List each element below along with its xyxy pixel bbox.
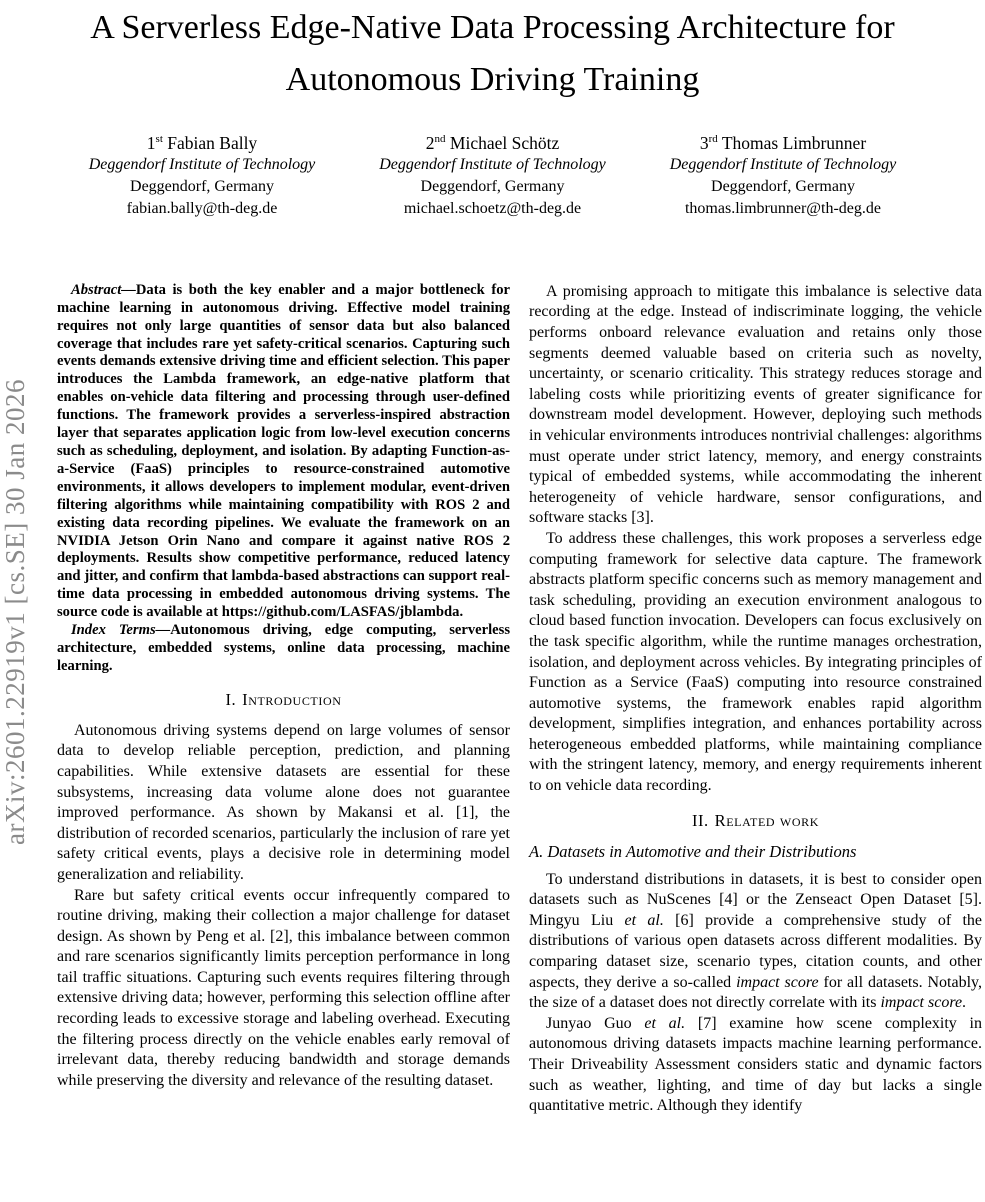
intro-paragraph-4: To address these challenges, this work proposes a serverless edge computing framework for selective data capture. The framework abstracts platform specific concerns such as memory management and task scheduling, providing an execution environment analogous to cloud based function invocation. Developers can focus exclusively on the task specific algorithm, while the runtime manages orchestration, isolation, and deployment across vehicles. By integrating principles of Function as a Service (FaaS) computing into resource constrained automotive systems, the framework enables rapid algorithm development, simplifies integration, and enhances portability across heterogeneous embedded platforms, while maintaining compliance with the stringent latency, memory, and energy requirements inherent to on vehicle data recording. <box>529 529 982 795</box>
author-location: Deggendorf, Germany <box>130 177 274 195</box>
author-order-suffix: nd <box>434 133 446 145</box>
author-fullname: Michael Schötz <box>449 132 560 153</box>
intro-paragraph-3: A promising approach to mitigate this imbalance is selective data recording at the edge. Instead of indiscriminate logging, the vehicle performs onboard relevance evaluation and retains only those segments deemed valuable based on criteria such as novelty, uncertainty, or scenario criticality. This strategy reduces storage and labeling costs while prioritizing events of greater significance for downstream model development. However, deploying such methods in vehicular environments introduces nontrivial challenges: algorithms must operate under strict latency, memory, and energy constraints typical of embedded systems, while accommodating the inherent heterogeneity of vehicle hardware, sensor configurations, and software stacks [3]. <box>529 282 982 527</box>
author-name <box>379 128 606 154</box>
subsection-heading-datasets: A. Datasets in Automotive and their Distributions <box>529 841 857 861</box>
right-column <box>529 282 982 1117</box>
section-title: Introduction <box>242 689 342 709</box>
related-work-paragraph-1: To understand distributions in datasets, it is best to consider open datasets such as NuScenes [4] or the Zenseact Open Dataset [5]. Mingyu Liu et al. [6] provide a comprehensive study of the distributions of various open datasets across different modalities. By comparing dataset size, scenario types, citation counts, and other aspects, they derive a so-called impact score for all datasets. Notably, the size of a dataset does not directly correlate with its impact score. <box>529 870 983 1012</box>
abstract-label: Abstract— <box>71 281 136 298</box>
section-heading-related-work <box>529 811 982 831</box>
author-affiliation: Deggendorf Institute of Technology <box>379 155 606 173</box>
section-number: I. <box>225 689 237 709</box>
author-block-3 <box>670 128 897 220</box>
author-block-2 <box>379 128 606 220</box>
author-location: Deggendorf, Germany <box>420 177 565 195</box>
author-fullname: Thomas Limbrunner <box>721 132 867 153</box>
author-order: 3 <box>699 132 709 153</box>
author-order-suffix: st <box>155 133 163 145</box>
index-terms-paragraph <box>57 622 510 676</box>
author-order-suffix: rd <box>708 133 718 145</box>
two-column-body <box>0 282 985 1117</box>
section-number: II. <box>692 810 709 830</box>
author-order: 2 <box>425 132 435 153</box>
paper-page <box>0 2 985 1202</box>
author-fullname: Fabian Bally <box>167 132 258 153</box>
abstract-text: Data is both the key enabler and a major bottleneck for machine learning in autonomous driving. Effective model training requires not only large quantities of sensor data but also balanced coverage that includes rare yet safety-critical scenarios. Capturing such events demands extensive driving time and efficient selection. This paper introduces the Lambda framework, an edge-native platform that enables on-vehicle data filtering and processing through user-defined functions. The framework provides a serverless-inspired abstraction layer that separates application logic from low-level execution concerns such as scheduling, deployment, and isolation. By adapting Function-as-a-Service (FaaS) principles to resource-constrained automotive environments, it allows developers to implement modular, event-driven filtering algorithms while maintaining compatibility with ROS 2 and existing data recording pipelines. We evaluate the framework on an NVIDIA Jetson Orin Nano and compare it against native ROS 2 deployments. Results show competitive performance, reduced latency and jitter, and confirm that lambda-based abstractions can support real-time data processing in embedded autonomous driving systems. The source code is available at https://github.com/LASFAS/jblambda. <box>57 281 510 621</box>
section-title: Related work <box>714 810 819 830</box>
author-order: 1 <box>146 132 156 153</box>
author-name <box>670 128 897 154</box>
left-column <box>57 282 510 1117</box>
abstract-paragraph <box>57 282 510 622</box>
author-block-row <box>0 128 985 220</box>
author-location: Deggendorf, Germany <box>711 177 855 195</box>
arxiv-watermark: arXiv:2601.22919v1 [cs.SE] 30 Jan 2026 <box>0 379 30 845</box>
section-heading-introduction <box>57 690 510 710</box>
author-affiliation: Deggendorf Institute of Technology <box>669 155 897 173</box>
related-work-paragraph-2: Junyao Guo et al. [7] examine how scene complexity in autonomous driving datasets impacts machine learning performance. Their Driveability Assessment considers static and dynamic factors such as weather, lighting, and time of day but lacks a single quantitative metric. Although they identify <box>529 1014 982 1115</box>
author-email: michael.schoetz@th-deg.de <box>403 199 582 217</box>
author-email: thomas.limbrunner@th-deg.de <box>684 199 882 217</box>
intro-paragraph-1: Autonomous driving systems depend on large volumes of sensor data to develop reliable perception, prediction, and planning capabilities. While extensive datasets are essential for these subsystems, increasing data volume alone does not guarantee improved performance. As shown by Makansi et al. [1], the distribution of recorded scenarios, particularly the inclusion of rare yet safety critical events, plays a decisive role in determining model generalization and reliability. <box>57 721 510 883</box>
paper-title: A Serverless Edge-Native Data Processing Architecture for Autonomous Driving Training <box>90 9 895 98</box>
author-affiliation: Deggendorf Institute of Technology <box>88 155 316 173</box>
author-block-1 <box>89 128 316 220</box>
index-terms-label: Index Terms— <box>71 622 171 639</box>
intro-paragraph-2: Rare but safety critical events occur infrequently compared to routine driving, making their collection a major challenge for dataset design. As shown by Peng et al. [2], this imbalance between common and rare scenarios significantly limits perception performance in long tail traffic situations. Capturing such events requires filtering through extensive driving data; however, performing this selection offline after recording leads to excessive storage and labeling overhead. Executing the filtering process directly on the vehicle enables early removal of irrelevant data, thereby reducing bandwidth and storage demands while preserving the diversity and relevance of the resulting dataset. <box>57 886 510 1089</box>
author-name <box>89 128 316 154</box>
author-email: fabian.bally@th-deg.de <box>126 199 278 217</box>
index-terms-text: Autonomous driving, edge computing, serverless architecture, embedded systems, online data processing, machine learning. <box>57 622 510 674</box>
